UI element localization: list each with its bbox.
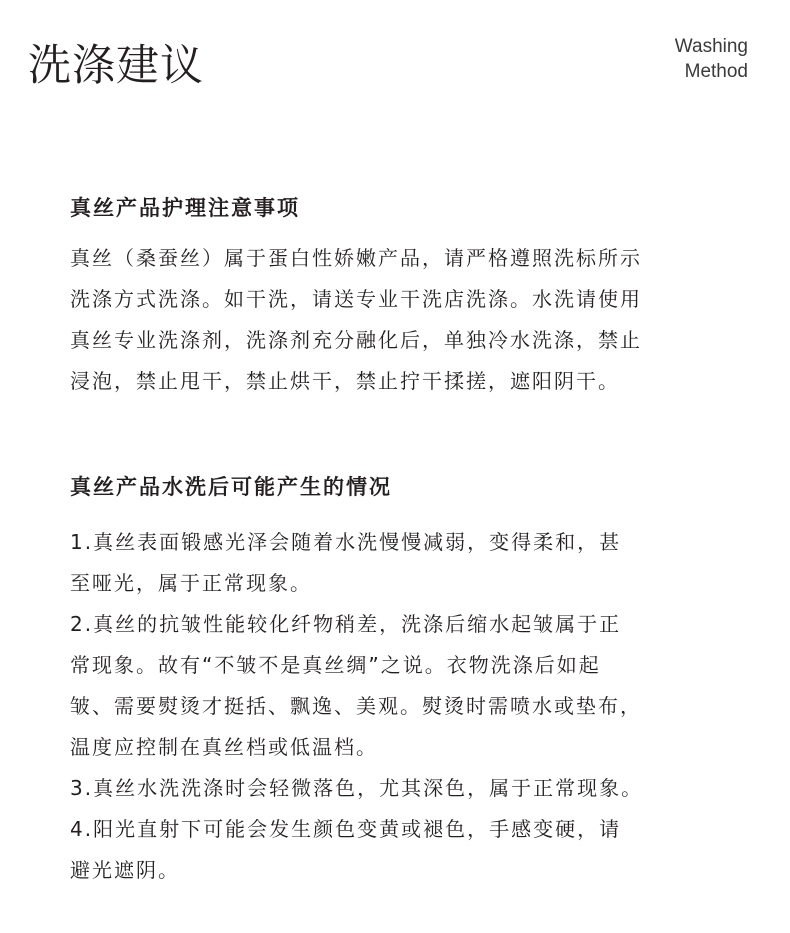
after-wash-line: 1.真丝表面锻感光泽会随着水洗慢慢减弱，变得柔和，甚 bbox=[70, 530, 622, 554]
subtitle-line-washing: Washing bbox=[674, 36, 748, 57]
after-wash-line: 避光遮阴。 bbox=[70, 858, 180, 882]
care-notes-section bbox=[70, 193, 740, 402]
after-wash-line: 3.真丝水洗洗涤时会轻微落色，尤其深色，属于正常现象。 bbox=[70, 776, 644, 800]
page-subtitle bbox=[675, 34, 748, 84]
after-wash-line: 2.真丝的抗皱性能较化纤物稍差，洗涤后缩水起皱属于正 bbox=[70, 612, 622, 636]
subtitle-line-method: Method bbox=[684, 61, 748, 82]
after-wash-line: 至哑光，属于正常现象。 bbox=[70, 571, 312, 595]
care-notes-line: 浸泡，禁止甩干，禁止烘干，禁止拧干揉搓，遮阳阴干。 bbox=[70, 369, 620, 393]
care-notes-heading: 真丝产品护理注意事项 bbox=[70, 196, 300, 220]
after-wash-line: 常现象。故有“不皱不是真丝绸”之说。衣物洗涤后如起 bbox=[70, 653, 601, 677]
care-notes-body bbox=[70, 238, 740, 402]
care-notes-line: 真丝专业洗涤剂，洗涤剂充分融化后，单独冷水洗涤，禁止 bbox=[70, 328, 642, 352]
after-wash-body bbox=[70, 522, 643, 891]
after-wash-line: 皱、需要熨烫才挺括、飘逸、美观。熨烫时需喷水或垫布， bbox=[70, 694, 642, 718]
after-wash-line: 温度应控制在真丝档或低温档。 bbox=[70, 735, 378, 759]
care-notes-line: 洗涤方式洗涤。如干洗，请送专业干洗店洗涤。水洗请使用 bbox=[70, 287, 642, 311]
page-title: 洗涤建议 bbox=[28, 41, 204, 91]
care-notes-line: 真丝（桑蚕丝）属于蛋白性娇嫩产品，请严格遵照洗标所示 bbox=[70, 246, 642, 270]
after-wash-heading: 真丝产品水洗后可能产生的情况 bbox=[70, 475, 392, 499]
after-wash-line: 4.阳光直射下可能会发生颜色变黄或褪色，手感变硬，请 bbox=[70, 817, 622, 841]
after-wash-section bbox=[70, 472, 740, 882]
